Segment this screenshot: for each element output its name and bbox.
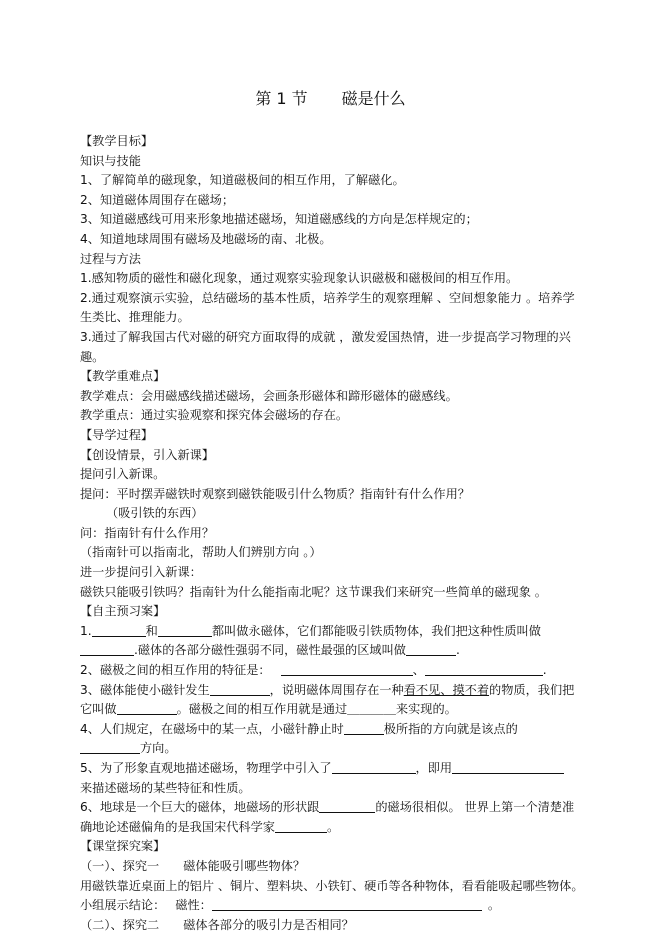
answer-blank[interactable] — [344, 721, 384, 735]
guide-line: 提问：平时摆弄磁铁时观察到磁铁能吸引什么物质？指南针有什么作用？ — [80, 486, 470, 501]
intro-header: 【创设情景，引入新课】 — [80, 447, 215, 462]
answer-blank[interactable] — [212, 897, 482, 911]
process-header: 过程与方法 — [80, 251, 141, 266]
answer-blank[interactable] — [117, 701, 177, 715]
exploration-1-text: 用磁铁靠近桌面上的铝片 、铜片、塑料块、小铁钉、硬币等各种物体，看看能吸起哪些物体。 — [80, 878, 584, 893]
answer-blank[interactable] — [210, 682, 270, 696]
guide-line: 提问引入新课。 — [80, 467, 166, 482]
key-points-header: 【教学重难点】 — [80, 369, 166, 384]
process-item: 3.通过了解我国古代对磁的研究方面取得的成就 ，激发爱国热情，进一步提高学习物理的兴趣。 — [80, 329, 571, 364]
exploration-1-title: （一）、探究一 磁体能吸引哪些物体？ — [80, 858, 306, 873]
process-item: 1.感知物质的磁性和磁化现象，通过观察实验现象认识磁极和磁极间的相互作用。 — [80, 271, 519, 286]
answer-blank[interactable] — [92, 623, 146, 637]
knowledge-item: 1、了解简单的磁现象，知道磁极间的相互作用，了解磁化。 — [80, 173, 405, 188]
knowledge-item: 2、知道磁体周围存在磁场； — [80, 192, 235, 207]
answer-blank[interactable] — [80, 740, 140, 754]
answer-blank[interactable] — [281, 662, 413, 676]
key-point: 教学重点：通过实验观察和探究体会磁场的存在。 — [80, 408, 349, 423]
preview-question-1: 1. 和 都叫做永磁体，它们都能吸引铁质物体，我们把这种性质叫做.磁体的各部分磁性强弱不同，磁性最强的区域叫做 . — [80, 623, 541, 658]
guide-line: 问：指南针有什么作用？ — [80, 525, 215, 540]
preview-question-3: 3、磁体能使小磁针发生 ，说明磁体周围存在一种看不见、摸不着的物质，我们把它叫做 。磁极之间的相互作用就是通过＿＿＿＿来实现的。 — [80, 682, 575, 717]
exploration-1-conclusion: 小组展示结论： 磁性： 。 — [80, 898, 501, 913]
preview-header: 【自主预习案】 — [80, 604, 166, 619]
objectives-header: 【教学目标】 — [80, 134, 154, 148]
preview-question-2: 2、磁极之间的相互作用的特征是： 、 . — [80, 663, 547, 678]
guide-line: 磁铁只能吸引铁吗？指南针为什么能指南北呢？这节课我们来研究一些简单的磁现象 。 — [80, 584, 547, 599]
guide-header: 【导学过程】 — [80, 427, 154, 442]
answer-blank[interactable] — [319, 799, 375, 813]
process-item: 2.通过观察演示实验，总结磁场的基本性质，培养学生的观察理解 、空间想象能力 。培养学生类比、推理能力。 — [80, 290, 575, 325]
preview-question-5: 5、为了形象直观地描述磁场，物理学中引入了 ，即用 来描述磁场的某些特征和性质。 — [80, 759, 585, 798]
classroom-header: 【课堂探究案】 — [80, 839, 166, 854]
section-number: 第 1 节 — [255, 89, 308, 108]
section-name: 磁是什么 — [341, 89, 406, 108]
knowledge-item: 4、知道地球周围有磁场及地磁场的南、北极。 — [80, 231, 332, 246]
preview-question-6: 6、地球是一个巨大的磁体，地磁场的形状跟 的磁场很相似。 世界上第一个清楚准确地论述磁偏角的是我国宋代科学家 。 — [80, 800, 575, 834]
answer-blank[interactable] — [80, 642, 134, 656]
answer-blank[interactable] — [452, 760, 564, 774]
answer-blank[interactable] — [332, 760, 416, 774]
guide-line: 进一步提问引入新课： — [80, 565, 202, 580]
preview-question-4: 4、人们规定，在磁场中的某一点，小磁针静止时 极所指的方向就是该点的 方向。 — [80, 721, 518, 756]
answer-blank[interactable] — [158, 623, 212, 637]
guide-line: （指南针可以指南北，帮助人们辨别方向 。） — [80, 545, 322, 560]
difficult-point: 教学难点：会用磁感线描述磁场，会画条形磁体和蹄形磁体的磁感线。 — [80, 388, 458, 403]
document-body — [80, 132, 585, 935]
knowledge-item: 3、知道磁感线可用来形象地描述磁场，知道磁感线的方向是怎样规定的； — [80, 212, 478, 227]
guide-line: （吸引铁的东西） — [106, 506, 204, 521]
answer-blank[interactable] — [425, 662, 543, 676]
answer-blank[interactable] — [275, 819, 327, 833]
page-title — [0, 86, 661, 109]
knowledge-header: 知识与技能 — [80, 153, 141, 168]
answer-blank[interactable] — [406, 642, 456, 656]
exploration-2-title: （二）、探究二 磁体各部分的吸引力是否相同？ — [80, 917, 354, 932]
